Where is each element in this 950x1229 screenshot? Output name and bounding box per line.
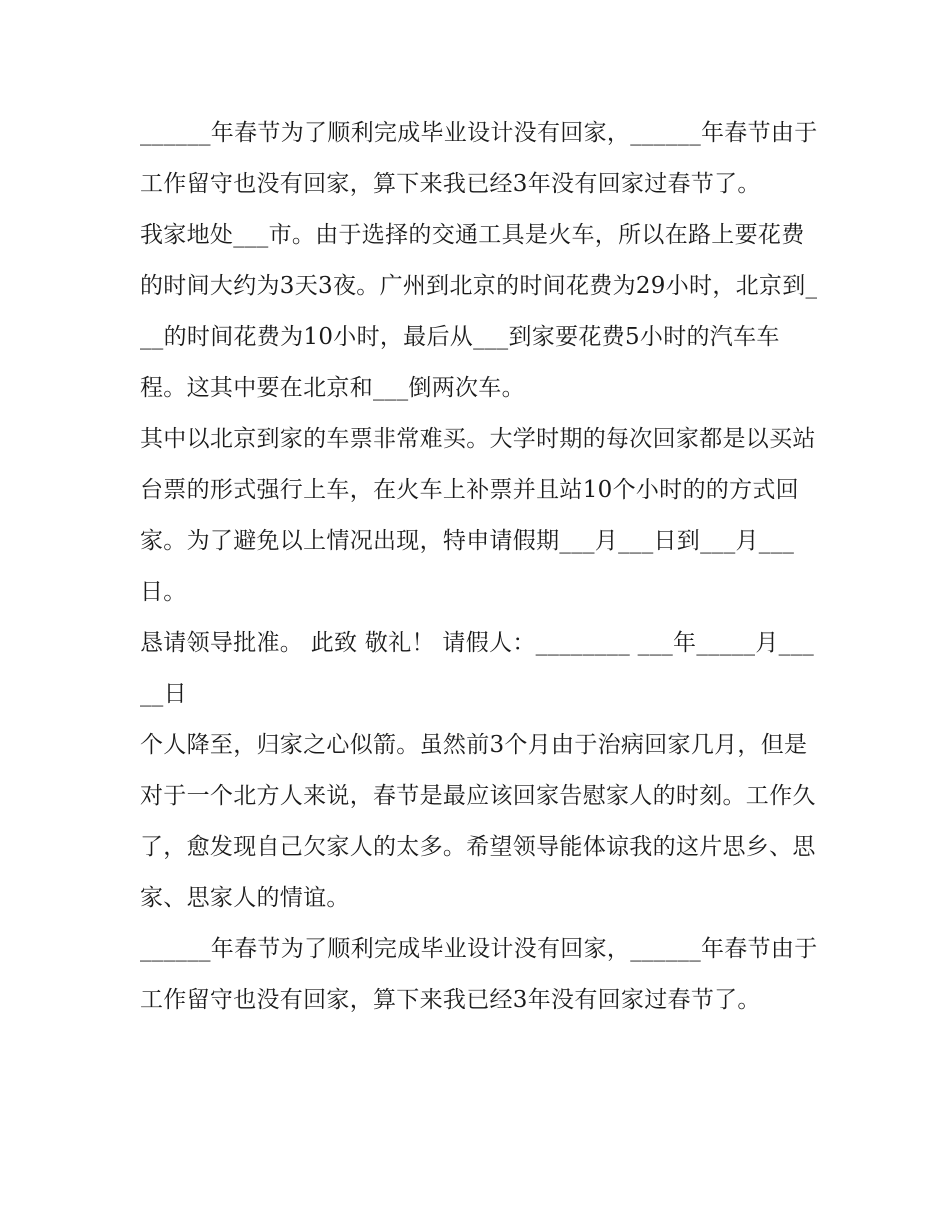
paragraph-homesick: 个人降至，归家之心似箭。虽然前3个月由于治病回家几月，但是对于一个北方人来说，春节是最应该回家告慰家人的时刻。工作久了，愈发现自己欠家人的太多。希望领导能体谅我的这片思乡、思家、思家人的情谊。	[140, 732, 816, 911]
document-body	[140, 108, 820, 1026]
paragraph-ticket-difficulty: 其中以北京到家的车票非常难买。大学时期的每次回家都是以买站台票的形式强行上车，在火车上补票并且站10个小时的的方式回家。为了避免以上情况出现，特申请假期___月___日到___月___日。	[140, 426, 816, 605]
paragraph-spring-festival-intro: ______年春节为了顺利完成毕业设计没有回家，______年春节由于工作留守也没有回家，算下来我已经3年没有回家过春节了。	[140, 120, 818, 197]
paragraph-travel-route: 我家地处___市。由于选择的交通工具是火车，所以在路上要花费的时间大约为3天3夜。广州到北京的时间花费为29小时，北京到___的时间花费为10小时，最后从___到家要花费5小时的汽车车程。这其中要在北京和___倒两次车。	[140, 222, 818, 401]
paragraph-spring-festival-repeat: ______年春节为了顺利完成毕业设计没有回家，______年春节由于工作留守也没有回家，算下来我已经3年没有回家过春节了。	[140, 936, 818, 1013]
paragraph-closing-signature: 恳请领导批准。 此致 敬礼！ 请假人：________ ___年_____月_____日	[140, 630, 815, 707]
